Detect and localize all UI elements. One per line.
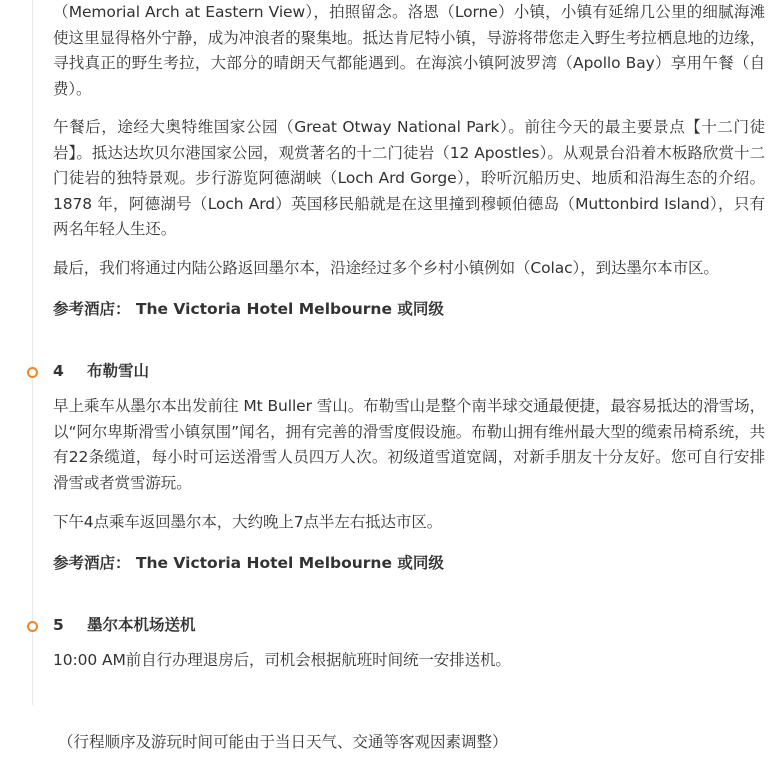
day4-title: 布勒雪山 [87,362,150,380]
day4-paragraph-1: 早上乘车从墨尔本出发前往 Mt Buller 雪山。布勒雪山是整个南半球交通最便捷，最容易抵达的滑雪场，以“阿尔卑斯滑雪小镇氛围”闻名，拥有完善的滑雪度假设施。布勒山拥有维州最大型的缆索吊椅系统，共有22条缆道，每小时可运送滑雪人员四万人次。初级道雪道宽阔，对新手朋友十分友好。您可自行安排滑雪或者赏雪游玩。 [53,397,765,492]
timeline-dot-icon [27,621,38,632]
day3-paragraph-3: 最后，我们将通过内陆公路返回墨尔本，沿途经过多个乡村小镇例如（Colac），到达墨尔本市区。 [53,259,719,277]
day5-header [0,614,740,640]
timeline-line [32,0,33,705]
day3-section [53,0,765,102]
day3-section-2 [53,115,765,243]
day3-paragraph-2: 午餐后，途经大奥特维国家公园（Great Otway National Park）。前往今天的最主要景点【十二门徒岩】。抵达达坎贝尔港国家公园，观赏著名的十二门徒岩（12 Apostles）。从观景台沿着木板路欣赏十二门徒岩的独特景观。步行游览阿德湖峡（Loch Ard Gorge），聆听沉船历史、地质和沿海生态的介绍。 1878 年，阿德湖号（Loch Ard）英国移民船就是在这里撞到穆顿伯德岛（Muttonbird Island），只有两名年轻人生还。 [53,118,765,238]
day4-paragraph-2: 下午4点乘车返回墨尔本，大约晚上7点半左右抵达市区。 [53,513,443,531]
timeline-dot-icon [27,367,38,378]
day3-section-3 [53,256,765,282]
day3-paragraph-1: （Memorial Arch at Eastern View），拍照留念。洛恩（Lorne）小镇，小镇有延绵几公里的细腻海滩使这里显得格外宁静，成为冲浪者的聚集地。抵达肯尼特小镇，导游将带您走入野生考拉栖息地的边缘，寻找真正的野生考拉，大部分的晴朗天气都能遇到。在海滨小镇阿波罗湾（Apollo Bay）享用午餐（自费）。 [53,3,765,98]
day5-number: 5 [53,616,64,634]
day4-hotel: 参考酒店： The Victoria Hotel Melbourne 或同级 [53,554,444,572]
day5-paragraph-1: 10:00 AM前自行办理退房后，司机会根据航班时间统一安排送机。 [53,651,511,669]
day4-number: 4 [53,362,64,380]
day3-hotel: 参考酒店： The Victoria Hotel Melbourne 或同级 [53,300,444,318]
footer-note: （行程顺序及游玩时间可能由于当日天气、交通等客观因素调整） [58,733,508,751]
day5-title: 墨尔本机场送机 [87,616,196,634]
day4-header [0,360,740,386]
